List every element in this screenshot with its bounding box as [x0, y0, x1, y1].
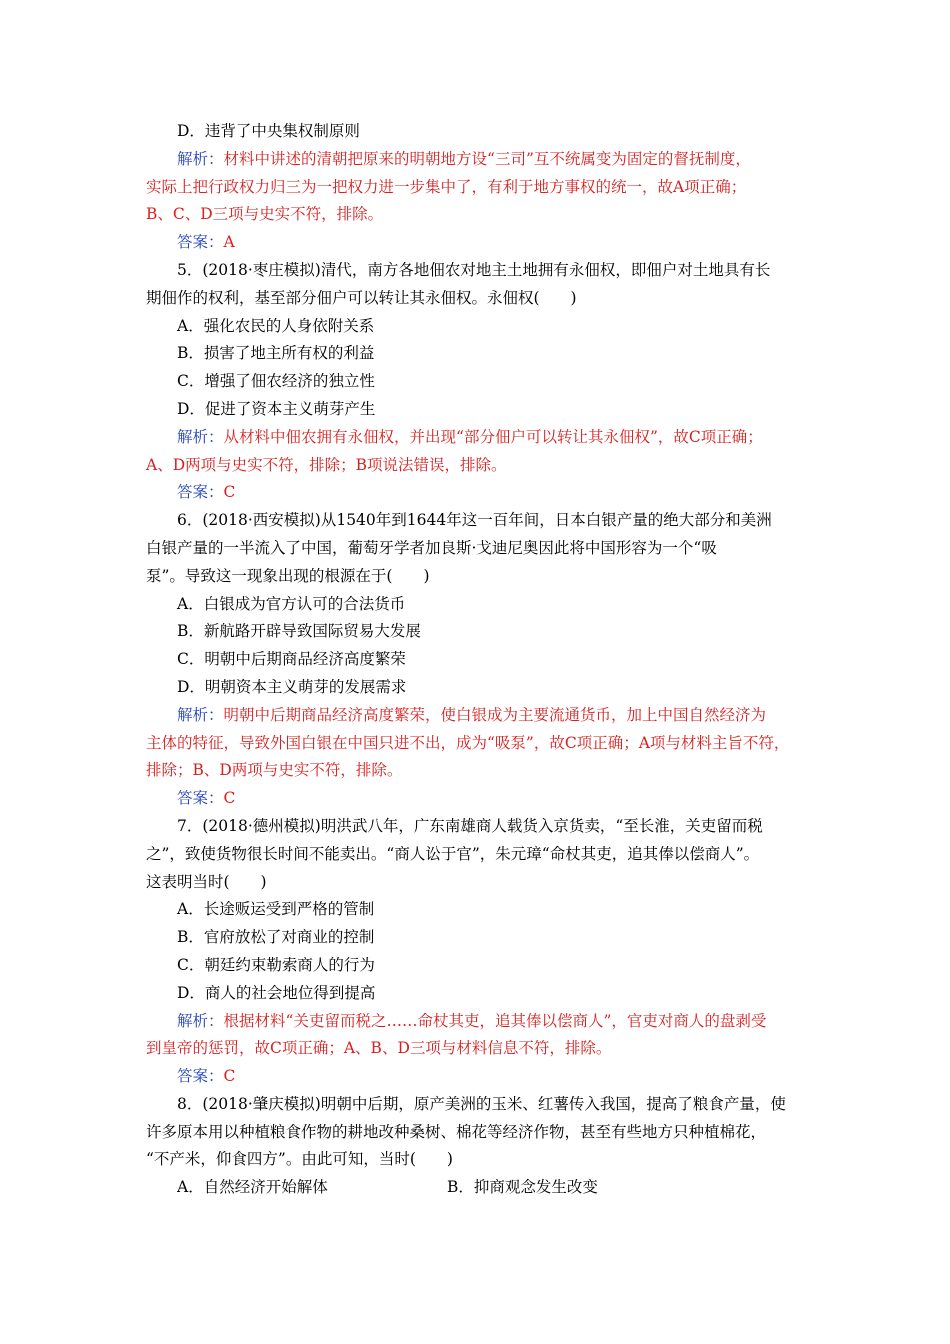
q8-stem: “不产米，仰食四方”。由此可知，当时( ) [146, 1150, 453, 1169]
q7-stem: 这表明当时( ) [146, 872, 267, 891]
q7-option-d: D．商人的社会地位得到提高 [177, 983, 376, 1002]
q7-answer-label: 答案： [177, 1067, 224, 1086]
q6-stem: 白银产量的一半流入了中国，葡萄牙学者加良斯·戈迪尼奥因此将中国形容为一个“吸 [146, 538, 717, 557]
q5-answer [146, 479, 810, 507]
q7-option-b: B．官府放松了对商业的控制 [177, 928, 375, 947]
q7-answer-value: C [223, 1067, 236, 1086]
q8-option-a: A．自然经济开始解体 [177, 1178, 328, 1197]
q7-stem: 7．(2018·德州模拟)明洪武八年，广东南雄商人载货入京货卖，“至长淮，关吏留而税 [177, 816, 763, 835]
q4-explanation-label: 解析： [177, 149, 224, 168]
q7-explanation-text: 到皇帝的惩罚，故C项正确；A、B、D三项与材料信息不符，排除。 [146, 1039, 612, 1058]
q5-option-c: C．增强了佃农经济的独立性 [177, 372, 375, 391]
q7-answer [146, 1063, 810, 1091]
q4-answer-value: A [223, 233, 235, 252]
q6-option-c: C．明朝中后期商品经济高度繁荣 [177, 650, 406, 669]
q8-stem: 许多原本用以种植粮食作物的耕地改种桑树、棉花等经济作物，甚至有些地方只种植棉花， [146, 1122, 767, 1141]
q5-answer-label: 答案： [177, 483, 224, 502]
q4-answer [146, 229, 810, 257]
q7-option-a: A．长途贩运受到严格的管制 [177, 900, 375, 919]
q5-explanation-line [146, 424, 810, 452]
q5-stem: 5．(2018·枣庄模拟)清代，南方各地佃农对地主土地拥有永佃权，即佃户对土地具有长 [177, 260, 771, 279]
q7-explanation-label: 解析： [177, 1011, 224, 1030]
q4-answer-label: 答案： [177, 233, 224, 252]
q6-option-d: D．明朝资本主义萌芽的发展需求 [177, 677, 407, 696]
q4-option-d: D．违背了中央集权制原则 [177, 122, 360, 140]
q5-explanation-label: 解析： [177, 427, 224, 446]
q6-explanation-label: 解析： [177, 705, 224, 724]
q4-explanation-text: B、C、D三项与史实不符，排除。 [146, 205, 384, 224]
q4-explanation-text: 材料中讲述的清朝把原来的明朝地方设“三司”互不统属变为固定的督抚制度， [223, 149, 751, 168]
q5-stem: 期佃作的权利，基至部分佃户可以转让其永佃权。永佃权( ) [146, 288, 577, 307]
q7-explanation-text: 根据材料“关吏留而税之……命杖其吏，追其俸以偿商人”，官吏对商人的盘剥受 [223, 1011, 767, 1030]
q4-explanation-line [146, 146, 810, 174]
q5-option-d: D．促进了资本主义萌芽产生 [177, 399, 376, 418]
q6-answer-value: C [223, 789, 236, 808]
q8-stem: 8．(2018·肇庆模拟)明朝中后期，原产美洲的玉米、红薯传入我国，提高了粮食产量，使 [177, 1094, 786, 1113]
q7-stem: 之”，致使货物很长时间不能卖出。“商人讼于官”，朱元璋“命杖其吏，追其俸以偿商人”。 [146, 844, 760, 863]
q6-explanation-text: 明朝中后期商品经济高度繁荣，使白银成为主要流通货币，加上中国自然经济为 [223, 705, 767, 724]
q4-explanation-text: 实际上把行政权力归三为一把权力进一步集中了，有利于地方事权的统一，故A项正确； [146, 177, 747, 196]
q6-answer [146, 785, 810, 813]
document-page [146, 118, 810, 1202]
q6-stem: 泵”。导致这一现象出现的根源在于( ) [146, 566, 430, 585]
q6-stem: 6．(2018·西安模拟)从1540年到1644年这一百年间，日本白银产量的绝大部分和美洲 [177, 511, 772, 530]
q8-options-row [146, 1174, 810, 1202]
q6-explanation-text: 排除；B、D两项与史实不符，排除。 [146, 761, 403, 780]
q5-explanation-text: A、D两项与史实不符，排除；B项说法错误，排除。 [146, 455, 507, 474]
q5-explanation-text: 从材料中佃农拥有永佃权，并出现“部分佃户可以转让其永佃权”，故C项正确； [223, 427, 763, 446]
q6-option-b: B．新航路开辟导致国际贸易大发展 [177, 622, 421, 641]
q8-option-b: B．抑商观念发生改变 [447, 1178, 598, 1197]
q6-explanation-line [146, 702, 810, 730]
q7-option-c: C．朝廷约束勒索商人的行为 [177, 955, 375, 974]
q5-answer-value: C [223, 483, 236, 502]
q7-explanation-line [146, 1008, 810, 1036]
q5-option-b: B．损害了地主所有权的利益 [177, 344, 375, 363]
q5-option-a: A．强化农民的人身依附关系 [177, 316, 375, 335]
q6-answer-label: 答案： [177, 789, 224, 808]
q6-option-a: A．白银成为官方认可的合法货币 [177, 594, 406, 613]
q6-explanation-text: 主体的特征，导致外国白银在中国只进不出，成为“吸泵”，故C项正确；A项与材料主旨不符， [146, 733, 790, 752]
